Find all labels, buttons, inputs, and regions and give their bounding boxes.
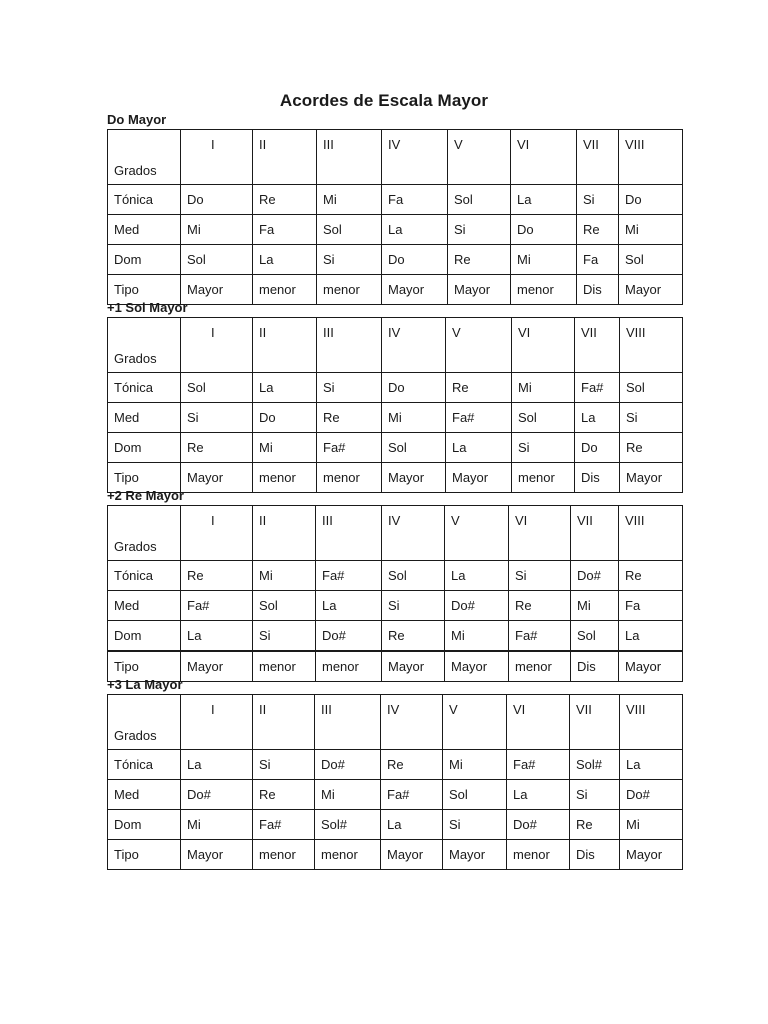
- degree-header: I: [181, 695, 253, 750]
- table-cell: Sol: [619, 245, 683, 275]
- table-row-dom: [108, 245, 683, 275]
- table-cell: Mayor: [619, 275, 683, 305]
- table-cell: Do#: [445, 591, 509, 621]
- table-cell: Fa#: [381, 780, 443, 810]
- degree-header: VI: [512, 318, 575, 373]
- table-row-dom: [108, 810, 683, 840]
- table-cell: Sol: [317, 215, 382, 245]
- table-cell: Do: [619, 185, 683, 215]
- table-cell: menor: [315, 840, 381, 870]
- table-cell: La: [382, 215, 448, 245]
- table-cell: Mi: [511, 245, 577, 275]
- table-cell: Do#: [571, 561, 619, 591]
- row-label-tonica: Tónica: [108, 373, 181, 403]
- table-cell: menor: [253, 651, 316, 682]
- table-cell: Re: [509, 591, 571, 621]
- table-cell: Mi: [445, 621, 509, 652]
- table-cell: menor: [316, 651, 382, 682]
- degree-header: III: [316, 506, 382, 561]
- table-cell: Mayor: [619, 651, 683, 682]
- row-label-grados: Grados: [108, 695, 181, 750]
- table-cell: La: [181, 621, 253, 652]
- table-cell: Fa: [253, 215, 317, 245]
- table-cell: Mayor: [181, 275, 253, 305]
- table-cell: Mi: [253, 433, 317, 463]
- table-cell: Re: [181, 561, 253, 591]
- table-cell: Do: [575, 433, 620, 463]
- table-cell: La: [181, 750, 253, 780]
- table-cell: Si: [317, 245, 382, 275]
- table-cell: La: [620, 750, 683, 780]
- table-cell: Si: [512, 433, 575, 463]
- table-cell: Re: [446, 373, 512, 403]
- table-cell: Re: [181, 433, 253, 463]
- degree-header: I: [181, 318, 253, 373]
- table-cell: Re: [382, 621, 445, 652]
- row-label-tipo: Tipo: [108, 275, 181, 305]
- table-cell: Re: [620, 433, 683, 463]
- degree-header: II: [253, 695, 315, 750]
- table-cell: La: [511, 185, 577, 215]
- table-cell: menor: [253, 840, 315, 870]
- table-cell: La: [575, 403, 620, 433]
- section-title: +2 Re Mayor: [107, 488, 184, 503]
- row-label-med: Med: [108, 780, 181, 810]
- table-row-tipo: [108, 275, 683, 305]
- table-row-dom: [108, 621, 683, 652]
- table-cell: Fa#: [316, 561, 382, 591]
- table-cell: Fa#: [507, 750, 570, 780]
- table-cell: Si: [620, 403, 683, 433]
- table-cell: Mi: [181, 215, 253, 245]
- table-cell: Sol: [181, 245, 253, 275]
- row-label-grados: Grados: [108, 318, 181, 373]
- table-cell: Sol: [571, 621, 619, 652]
- table-cell: Do#: [315, 750, 381, 780]
- table-cell: Sol: [181, 373, 253, 403]
- row-label-dom: Dom: [108, 621, 181, 652]
- table-cell: Si: [382, 591, 445, 621]
- table-cell: La: [446, 433, 512, 463]
- table-cell: Dis: [577, 275, 619, 305]
- table-cell: Mayor: [382, 275, 448, 305]
- table-cell: Mayor: [181, 840, 253, 870]
- degree-header: I: [181, 130, 253, 185]
- table-cell: Do#: [316, 621, 382, 652]
- table-cell: Do: [382, 245, 448, 275]
- row-label-tipo: Tipo: [108, 840, 181, 870]
- row-label-dom: Dom: [108, 433, 181, 463]
- table-cell: Mi: [382, 403, 446, 433]
- table-cell: Mayor: [443, 840, 507, 870]
- degree-header: VII: [577, 130, 619, 185]
- row-label-grados: Grados: [108, 506, 181, 561]
- table-cell: Re: [619, 561, 683, 591]
- table-cell: Dis: [570, 840, 620, 870]
- table-cell: La: [253, 245, 317, 275]
- degree-header: VIII: [619, 130, 683, 185]
- table-cell: Sol: [448, 185, 511, 215]
- table-cell: Sol#: [315, 810, 381, 840]
- row-label-dom: Dom: [108, 810, 181, 840]
- table-cell: Mayor: [382, 651, 445, 682]
- degree-header: V: [443, 695, 507, 750]
- table-cell: Fa#: [446, 403, 512, 433]
- table-cell: Re: [570, 810, 620, 840]
- table-cell: Sol: [620, 373, 683, 403]
- table-cell: Do: [511, 215, 577, 245]
- table-cell: Dis: [575, 463, 620, 493]
- degree-header: III: [317, 318, 382, 373]
- table-cell: Si: [181, 403, 253, 433]
- page-title: Acordes de Escala Mayor: [279, 91, 489, 110]
- row-label-tonica: Tónica: [108, 750, 181, 780]
- table-header-row: [108, 318, 683, 373]
- row-label-dom: Dom: [108, 245, 181, 275]
- table-row-tonica: [108, 561, 683, 591]
- table-cell: Mayor: [446, 463, 512, 493]
- degree-header: VIII: [619, 506, 683, 561]
- table-cell: Re: [253, 185, 317, 215]
- table-cell: Si: [253, 750, 315, 780]
- table-cell: menor: [317, 275, 382, 305]
- table-cell: La: [253, 373, 317, 403]
- table-cell: Fa#: [575, 373, 620, 403]
- degree-header: VIII: [620, 318, 683, 373]
- table-cell: Mi: [315, 780, 381, 810]
- table-cell: Mayor: [620, 463, 683, 493]
- degree-header: I: [181, 506, 253, 561]
- row-label-med: Med: [108, 215, 181, 245]
- table-cell: Mayor: [382, 463, 446, 493]
- table-cell: Mayor: [620, 840, 683, 870]
- table-cell: Do#: [507, 810, 570, 840]
- table-cell: Si: [577, 185, 619, 215]
- table-cell: Sol: [253, 591, 316, 621]
- table-cell: Re: [448, 245, 511, 275]
- row-label-tipo: Tipo: [108, 651, 181, 682]
- degree-header: V: [445, 506, 509, 561]
- table-cell: La: [381, 810, 443, 840]
- table-cell: Re: [253, 780, 315, 810]
- table-row-med: [108, 215, 683, 245]
- table-row-dom: [108, 433, 683, 463]
- table-cell: Mi: [317, 185, 382, 215]
- degree-header: VI: [509, 506, 571, 561]
- table-row-tonica: [108, 185, 683, 215]
- table-cell: Mi: [512, 373, 575, 403]
- section-title: Do Mayor: [107, 112, 167, 127]
- table-cell: Mayor: [445, 651, 509, 682]
- table-cell: Re: [381, 750, 443, 780]
- table-header-row: [108, 695, 683, 750]
- table-cell: La: [445, 561, 509, 591]
- table-cell: Mayor: [181, 463, 253, 493]
- table-cell: Do: [382, 373, 446, 403]
- table-cell: Si: [570, 780, 620, 810]
- table-cell: Fa: [577, 245, 619, 275]
- table-cell: Fa#: [509, 621, 571, 652]
- row-label-tonica: Tónica: [108, 561, 181, 591]
- table-cell: Si: [317, 373, 382, 403]
- table-header-row: [108, 130, 683, 185]
- table-row-tonica: [108, 373, 683, 403]
- table-cell: Sol: [382, 433, 446, 463]
- table-cell: menor: [253, 275, 317, 305]
- table-cell: Mayor: [181, 651, 253, 682]
- table-cell: Mi: [620, 810, 683, 840]
- table-cell: Mayor: [381, 840, 443, 870]
- table-cell: Fa#: [253, 810, 315, 840]
- table-cell: La: [619, 621, 683, 652]
- table-cell: Mi: [619, 215, 683, 245]
- section-title: +3 La Mayor: [107, 677, 183, 692]
- degree-header: IV: [382, 130, 448, 185]
- table-cell: Mi: [181, 810, 253, 840]
- table-cell: La: [316, 591, 382, 621]
- table-cell: Re: [317, 403, 382, 433]
- chord-table: [107, 129, 683, 305]
- degree-header: IV: [382, 506, 445, 561]
- table-cell: Sol#: [570, 750, 620, 780]
- degree-header: II: [253, 130, 317, 185]
- table-cell: Fa: [382, 185, 448, 215]
- degree-header: VII: [575, 318, 620, 373]
- degree-header: III: [315, 695, 381, 750]
- degree-header: II: [253, 506, 316, 561]
- table-cell: Mi: [253, 561, 316, 591]
- table-row-tonica: [108, 750, 683, 780]
- table-cell: menor: [253, 463, 317, 493]
- row-label-grados: Grados: [108, 130, 181, 185]
- table-cell: Mi: [443, 750, 507, 780]
- table-cell: Sol: [382, 561, 445, 591]
- table-cell: Si: [443, 810, 507, 840]
- table-cell: Re: [577, 215, 619, 245]
- table-cell: Sol: [512, 403, 575, 433]
- row-label-med: Med: [108, 403, 181, 433]
- table-cell: menor: [317, 463, 382, 493]
- table-cell: Mayor: [448, 275, 511, 305]
- degree-header: VII: [571, 506, 619, 561]
- table-row-tipo: [108, 463, 683, 493]
- table-cell: menor: [509, 651, 571, 682]
- chord-table: [107, 505, 683, 682]
- table-cell: menor: [507, 840, 570, 870]
- degree-header: VI: [507, 695, 570, 750]
- table-row-med: [108, 780, 683, 810]
- table-cell: Do#: [620, 780, 683, 810]
- degree-header: V: [446, 318, 512, 373]
- degree-header: IV: [381, 695, 443, 750]
- table-cell: Fa#: [181, 591, 253, 621]
- degree-header: VIII: [620, 695, 683, 750]
- row-label-med: Med: [108, 591, 181, 621]
- table-cell: Mi: [571, 591, 619, 621]
- table-cell: Do: [181, 185, 253, 215]
- degree-header: V: [448, 130, 511, 185]
- table-cell: La: [507, 780, 570, 810]
- degree-header: VII: [570, 695, 620, 750]
- degree-header: VI: [511, 130, 577, 185]
- section-title: +1 Sol Mayor: [107, 300, 188, 315]
- table-cell: menor: [512, 463, 575, 493]
- chord-table: [107, 694, 683, 870]
- chord-table: [107, 317, 683, 493]
- table-cell: Fa#: [317, 433, 382, 463]
- table-header-row: [108, 506, 683, 561]
- table-cell: Dis: [571, 651, 619, 682]
- table-row-tipo: [108, 840, 683, 870]
- degree-header: III: [317, 130, 382, 185]
- table-row-med: [108, 403, 683, 433]
- row-label-tonica: Tónica: [108, 185, 181, 215]
- table-cell: Sol: [443, 780, 507, 810]
- table-cell: Do#: [181, 780, 253, 810]
- table-row-tipo: [108, 651, 683, 682]
- row-label-tipo: Tipo: [108, 463, 181, 493]
- table-cell: Si: [509, 561, 571, 591]
- degree-header: IV: [382, 318, 446, 373]
- table-cell: Do: [253, 403, 317, 433]
- degree-header: II: [253, 318, 317, 373]
- table-cell: menor: [511, 275, 577, 305]
- table-cell: Si: [253, 621, 316, 652]
- table-row-med: [108, 591, 683, 621]
- table-cell: Fa: [619, 591, 683, 621]
- table-cell: Si: [448, 215, 511, 245]
